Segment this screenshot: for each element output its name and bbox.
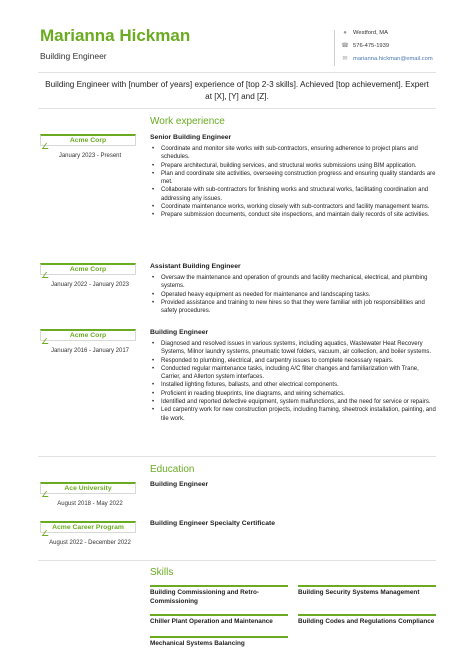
skill-item xyxy=(150,636,288,649)
candidate-name: Marianna Hickman xyxy=(40,26,191,45)
skill-level-bar xyxy=(150,614,288,616)
contact-location xyxy=(340,26,450,39)
phone-icon: ☎ xyxy=(341,43,349,49)
list-item: • Coordinate and monitor site works with sub-contractors, ensuring adherence to project plans and schedules. xyxy=(152,145,437,162)
contact-phone xyxy=(340,39,450,52)
work-org-3: Acme Corp xyxy=(40,329,136,341)
location-pin-icon: ● xyxy=(343,29,347,36)
work-role-2: Assistant Building Engineer xyxy=(150,263,241,270)
list-item: • Prepare architectural, building services, and structural works submissions using BIM application. xyxy=(152,162,437,170)
work-bullets-1 xyxy=(152,145,437,220)
education-dates-2: August 2022 - December 2022 xyxy=(49,540,131,546)
education-org-2: Acme Career Program xyxy=(40,521,136,533)
list-item: • Responded to plumbing, electrical, and carpentry issues to complete necessary repairs. xyxy=(152,357,437,365)
work-org-1: Acme Corp xyxy=(40,134,136,146)
header-divider xyxy=(334,30,335,66)
location-text: Westford, MA xyxy=(353,29,389,36)
work-dates-1: January 2023 - Present xyxy=(58,153,122,159)
list-item: • Identified and reported defective equipment, system malfunctions, and the need for service or repairs. xyxy=(152,398,437,406)
skill-name: Building Security Systems Management xyxy=(298,589,420,596)
work-bullets-3 xyxy=(152,340,437,423)
list-item: • Prepare submission documents, conduct site inspections, and maintain daily records of site activities. xyxy=(152,211,437,219)
divider-education xyxy=(38,456,436,457)
skill-item xyxy=(298,614,436,627)
skill-item xyxy=(298,585,436,598)
list-item: • Proficient in reading blueprints, line diagrams, and wiring schematics. xyxy=(152,390,437,398)
education-dates-1: August 2018 - May 2022 xyxy=(57,501,123,507)
section-title-education: Education xyxy=(150,464,195,475)
contact-email[interactable] xyxy=(340,52,450,65)
list-item: • Installed lighting fixtures, ballasts, and other electrical components. xyxy=(152,381,437,389)
list-item: • Diagnosed and resolved issues in various systems, including aquatics, Wastewater Heat Recovery Systems, Milnor laundry systems, pneumatic towel folders, vacuum, air collection, and boiler systems. xyxy=(152,340,437,357)
skill-level-bar xyxy=(298,585,436,587)
education-degree-2: Building Engineer Specialty Certificate xyxy=(150,520,276,527)
work-org-2: Acme Corp xyxy=(40,263,136,275)
list-item: • Provided assistance and training to new hires so that they were familiar with job responsibilities and safety procedures. xyxy=(152,299,437,316)
list-item: • Operated heavy equipment as needed for maintenance and landscaping tasks. xyxy=(152,291,437,299)
work-dates-3: January 2016 - January 2017 xyxy=(50,348,130,354)
section-title-work: Work experience xyxy=(150,116,225,127)
skill-item xyxy=(150,614,288,627)
education-org-1: Ace University xyxy=(40,482,136,494)
divider-top xyxy=(38,72,436,73)
skill-item xyxy=(150,585,288,606)
work-role-1: Senior Building Engineer xyxy=(150,134,232,141)
skill-name: Mechanical Systems Balancing xyxy=(150,640,245,647)
education-degree-1: Building Engineer xyxy=(150,481,209,488)
work-role-3: Building Engineer xyxy=(150,329,209,336)
contact-block xyxy=(340,26,450,65)
divider-summary xyxy=(38,108,436,109)
skill-level-bar xyxy=(150,636,288,638)
skill-name: Building Codes and Regulations Compliance xyxy=(298,618,435,625)
envelope-icon: ✉ xyxy=(342,56,348,62)
list-item: • Plan and coordinate site activities, overseeing construction progress and ensuring quality standards are met. xyxy=(152,170,437,187)
email-text[interactable]: marianna.hickman@email.com xyxy=(353,55,433,62)
list-item: • Conducted regular maintenance tasks, including A/C filter changes and familiarization with Trane, Carrier, and Allerton system interfaces. xyxy=(152,365,437,382)
skill-level-bar xyxy=(298,614,436,616)
list-item: • Collaborate with sub-contractors for finishing works and structural works, facilitating coordination and addressing any issues. xyxy=(152,186,437,203)
work-dates-2: January 2022 - January 2023 xyxy=(50,282,130,288)
divider-skills xyxy=(38,560,436,561)
list-item: • Coordinate maintenance works, working closely with sub-contractors and facility management teams. xyxy=(152,203,437,211)
skill-name: Building Commissioning and Retro-Commissioning xyxy=(150,589,259,605)
skill-name: Chiller Plant Operation and Maintenance xyxy=(150,618,273,625)
summary: Building Engineer with [number of years] experience of [top 2-3 skills]. Achieved [top achievement]. Expert at [X], [Y] and [Z]. xyxy=(45,80,429,101)
skill-level-bar xyxy=(150,585,288,587)
candidate-job-title: Building Engineer xyxy=(40,51,107,61)
list-item: • Led carpentry work for new construction projects, including framing, sheetrock installation, painting, and tile work. xyxy=(152,406,437,423)
list-item: • Oversaw the maintenance and operation of grounds and facility mechanical, electrical, and plumbing systems. xyxy=(152,274,437,291)
section-title-skills: Skills xyxy=(150,567,174,578)
work-bullets-2 xyxy=(152,274,437,315)
resume-header xyxy=(40,26,440,68)
phone-text: 576-475-1939 xyxy=(353,42,390,49)
